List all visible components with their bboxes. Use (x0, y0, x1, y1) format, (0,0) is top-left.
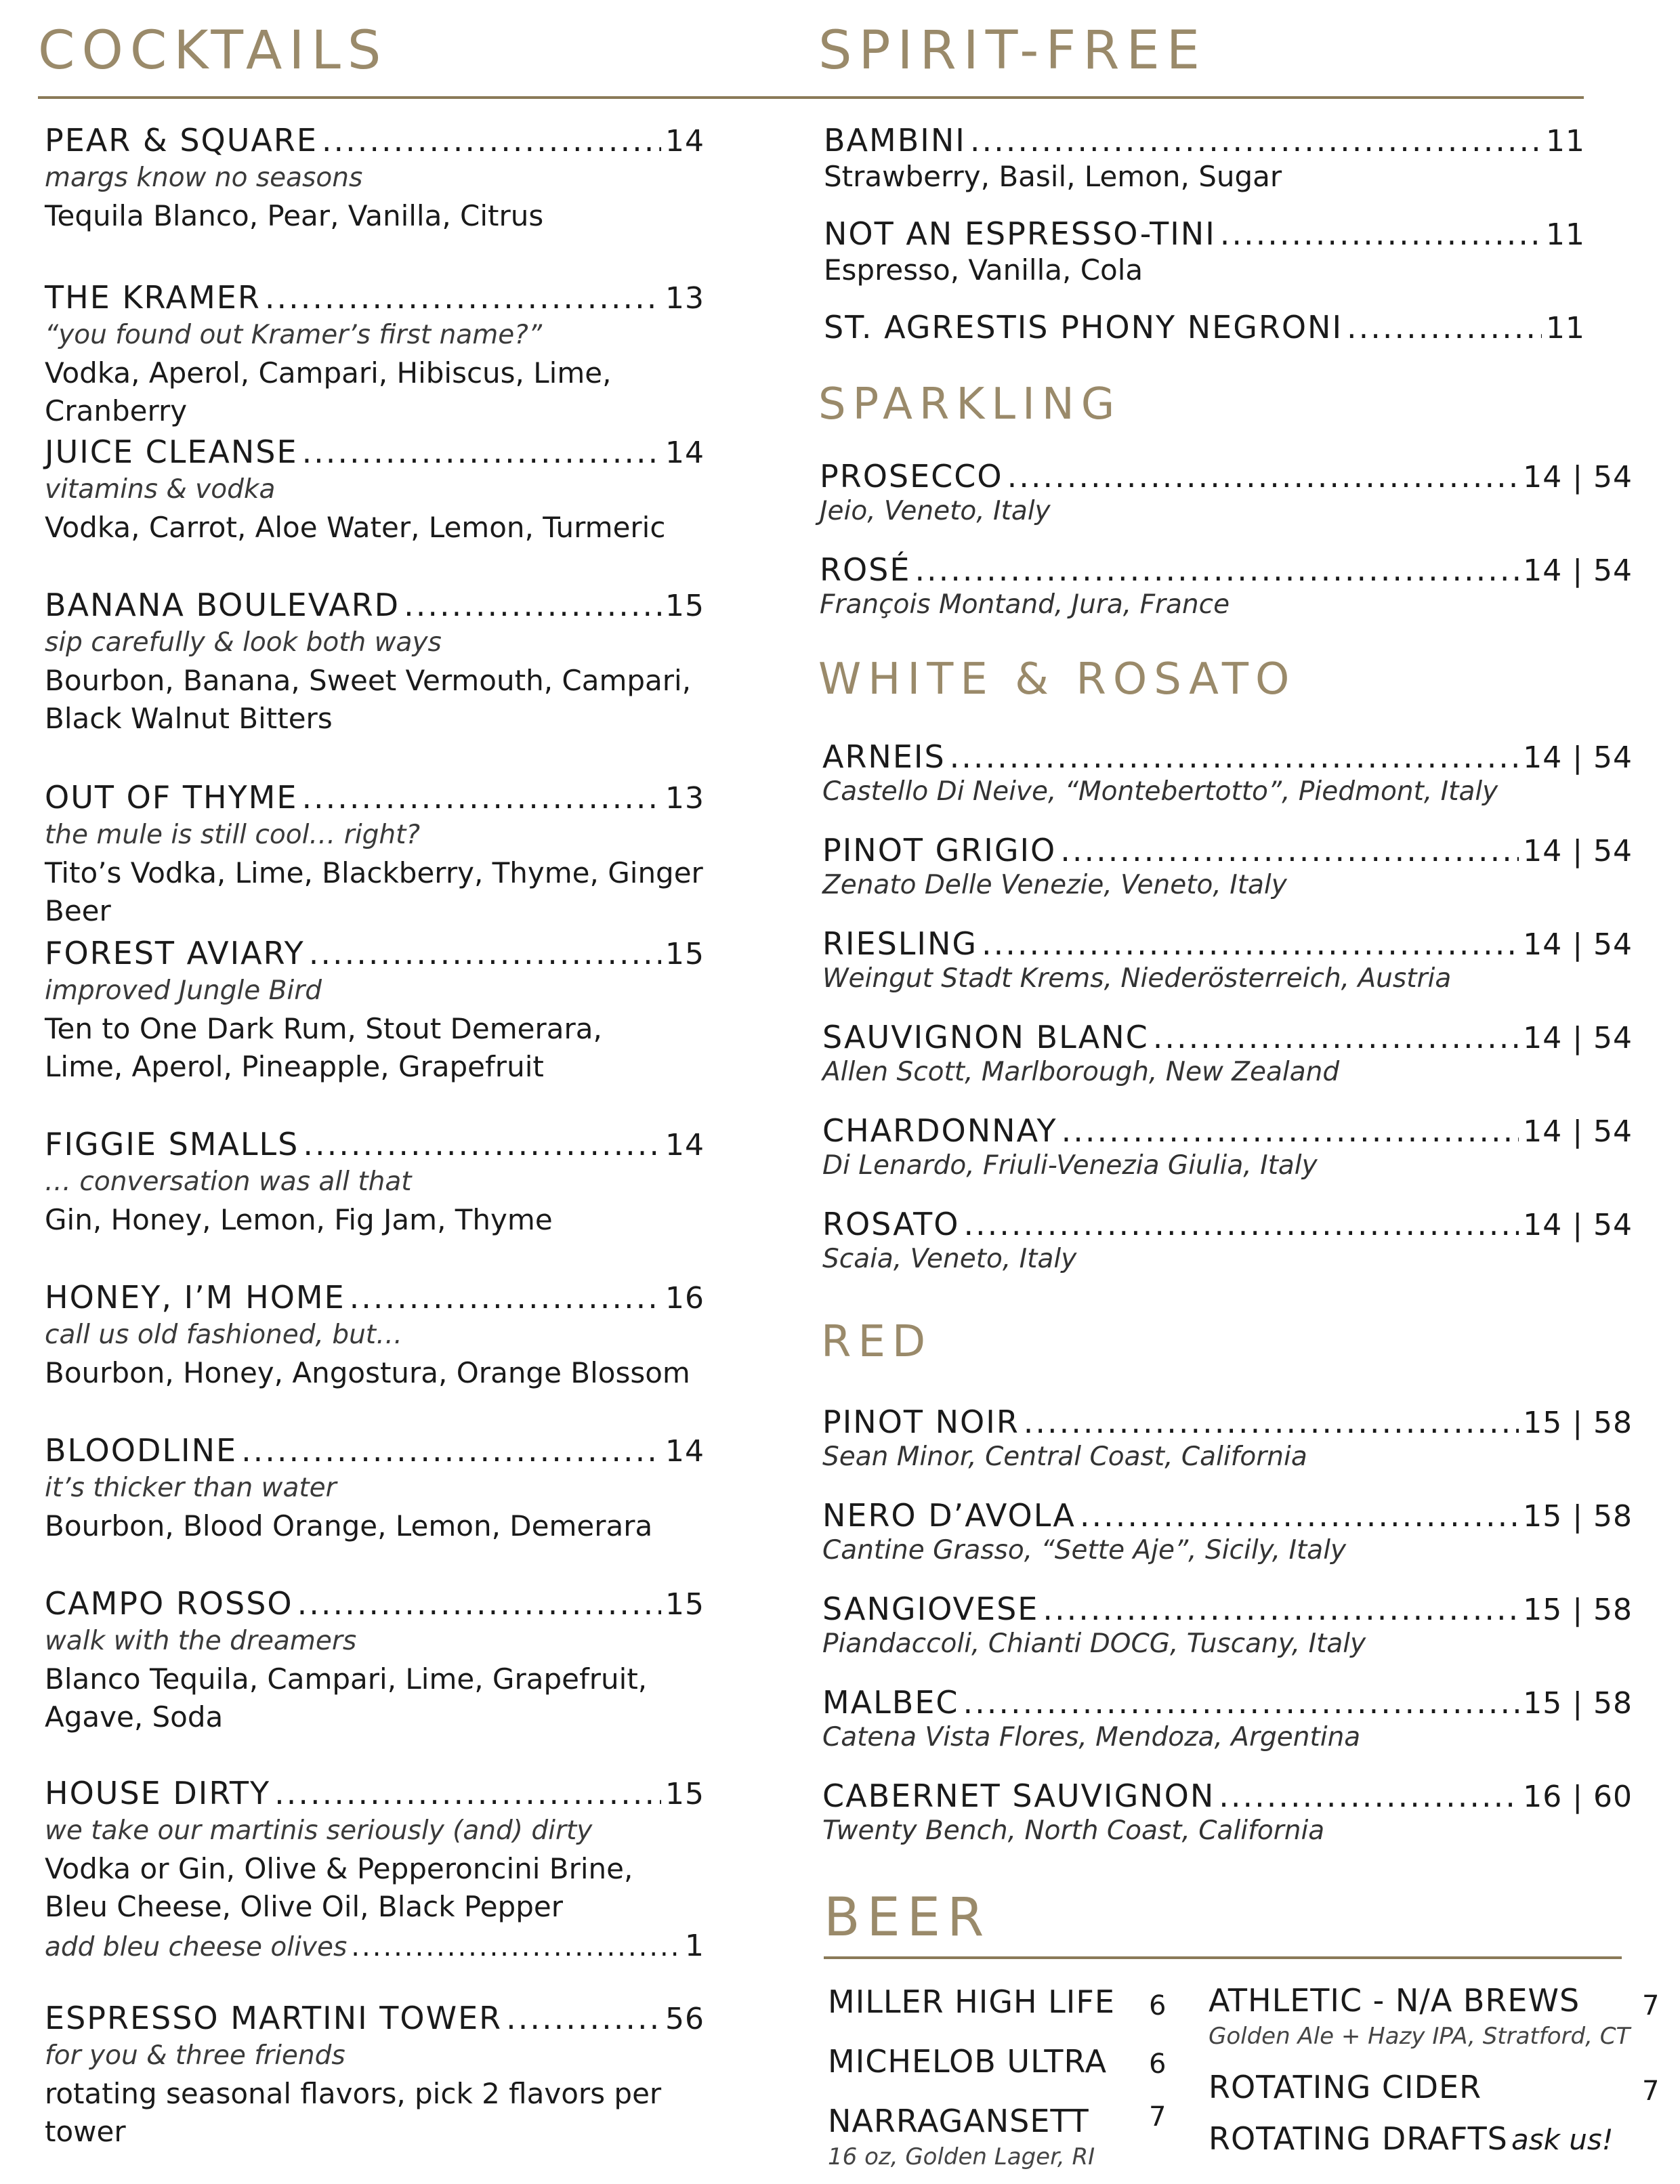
dot-leader (274, 1775, 661, 1811)
item-name: FOREST AVIARY (45, 935, 305, 971)
item-tagline: “you found out Kramer’s first name?” (45, 320, 543, 350)
item-name: ROSÉ (820, 551, 911, 588)
item-detail: Cantine Grasso, “Sette Aje”, Sicily, Italy (822, 1535, 1347, 1566)
cocktail-item-the-kramer (45, 279, 705, 430)
beer-item-narragansett (828, 2103, 1095, 2170)
item-price: 11 (1546, 217, 1585, 252)
beer-item-rotating-cider (1209, 2069, 1482, 2105)
item-price: 14 | 54 (1523, 553, 1633, 588)
cocktail-item-pear-square (45, 122, 705, 235)
item-price: 15 | 58 (1523, 1686, 1633, 1721)
item-detail: François Montand, Jura, France (820, 589, 1230, 620)
item-name: PINOT GRIGIO (822, 832, 1057, 868)
addon-label: add bleu cheese olives (45, 1932, 348, 1962)
cocktail-item-figgie-smalls (45, 1126, 705, 1239)
dot-leader (309, 935, 661, 971)
item-name: THE KRAMER (45, 279, 261, 316)
item-price: 15 (665, 937, 705, 971)
item-tagline: for you & three friends (45, 2040, 345, 2071)
item-ingredients: Vodka or Gin, Olive & Pepperoncini Brine, Bleu Cheese, Olive Oil, Black Pepper (45, 1852, 633, 1923)
item-detail: ask us! (1511, 2123, 1614, 2156)
item-price: 14 | 54 (1523, 460, 1633, 495)
item-name: PINOT NOIR (822, 1404, 1020, 1440)
sparkling-item-rose (820, 551, 1633, 620)
dot-leader (350, 1279, 661, 1316)
item-tagline: walk with the dreamers (45, 1626, 357, 1656)
beer-divider (824, 1956, 1622, 1959)
item-name: ROTATING CIDER (1209, 2069, 1482, 2105)
item-name: BAMBINI (824, 122, 966, 159)
dot-leader (302, 434, 661, 470)
item-name: ROSATO (822, 1206, 960, 1242)
red-item-sangiovese (822, 1591, 1633, 1659)
beer-price-michelob: 6 (1149, 2049, 1167, 2080)
white-item-sauvignon-blanc (822, 1019, 1633, 1087)
dot-leader (963, 1684, 1519, 1721)
item-price: 14 | 54 (1523, 834, 1633, 868)
dot-leader (303, 1126, 661, 1162)
item-ingredients: Blanco Tequila, Campari, Lime, Grapefruit, Agave, Soda (45, 1662, 648, 1734)
item-tagline: we take our martinis seriously (and) dirty (45, 1815, 593, 1846)
item-price: 13 (665, 281, 705, 316)
item-tagline: … conversation was all that (45, 1167, 412, 1197)
dot-leader (351, 1931, 681, 1962)
item-detail: Castello Di Neive, “Montebertotto”, Piedmont, Italy (822, 776, 1498, 807)
item-price: 13 (665, 781, 705, 816)
red-item-nero-davola (822, 1497, 1633, 1566)
item-price: 15 (665, 1587, 705, 1622)
dot-leader (1024, 1404, 1519, 1440)
beer-heading: BEER (824, 1887, 991, 1948)
cocktail-item-juice-cleanse (45, 434, 705, 547)
item-name: BLOODLINE (45, 1432, 238, 1469)
item-ingredients: Bourbon, Banana, Sweet Vermouth, Campari, Black Walnut Bitters (45, 664, 692, 735)
item-name: CHARDONNAY (822, 1112, 1057, 1149)
item-name: RIESLING (822, 925, 978, 962)
item-name: PEAR & SQUARE (45, 122, 318, 159)
item-detail: Sean Minor, Central Coast, California (822, 1442, 1307, 1472)
item-name: SAUVIGNON BLANC (822, 1019, 1149, 1055)
item-name: ROTATING DRAFTS (1209, 2120, 1508, 2157)
white-rosato-heading: WHITE & ROSATO (818, 654, 1297, 705)
item-price: 11 (1546, 124, 1585, 159)
beer-price-athletic: 7 (1642, 1990, 1660, 2021)
dot-leader (915, 551, 1519, 588)
item-ingredients: Bourbon, Honey, Angostura, Orange Blossom (45, 1356, 690, 1389)
red-item-malbec (822, 1684, 1633, 1752)
dot-leader (963, 1206, 1519, 1242)
item-ingredients: Gin, Honey, Lemon, Fig Jam, Thyme (45, 1203, 553, 1236)
item-name: MILLER HIGH LIFE (828, 1983, 1115, 2020)
red-item-pinot-noir (822, 1404, 1633, 1472)
item-name: ST. AGRESTIS PHONY NEGRONI (824, 309, 1343, 345)
item-name: ESPRESSO MARTINI TOWER (45, 2000, 503, 2036)
dot-leader (1060, 832, 1519, 868)
item-tagline: sip carefully & look both ways (45, 627, 442, 658)
cocktail-item-bloodline (45, 1432, 705, 1545)
item-name: HONEY, I’M HOME (45, 1279, 345, 1316)
item-price: 14 (665, 124, 705, 159)
dot-leader (404, 587, 661, 623)
item-price: 16 | 60 (1523, 1780, 1633, 1814)
item-tagline: margs know no seasons (45, 163, 363, 193)
item-name: ATHLETIC - N/A BREWS (1209, 1982, 1580, 2019)
cocktail-item-espresso-martini-tower (45, 2000, 705, 2151)
spirit-free-item-phony-negroni (824, 309, 1585, 345)
item-detail: Piandaccoli, Chianti DOCG, Tuscany, Italy (822, 1629, 1366, 1659)
item-ingredients: Tequila Blanco, Pear, Vanilla, Citrus (45, 199, 544, 232)
cocktail-item-honey-im-home (45, 1279, 705, 1392)
item-price: 14 | 54 (1523, 740, 1633, 775)
beer-price-narragansett: 7 (1149, 2101, 1167, 2133)
beer-price-miller: 6 (1149, 1990, 1167, 2021)
white-item-rosato (822, 1206, 1633, 1274)
dot-leader (1347, 309, 1542, 345)
item-detail: Espresso, Vanilla, Cola (824, 253, 1143, 287)
dot-leader (1080, 1497, 1519, 1534)
item-name: HOUSE DIRTY (45, 1775, 271, 1811)
item-tagline: the mule is still cool… right? (45, 820, 421, 850)
beer-item-rotating-drafts (1209, 2120, 1614, 2157)
item-name: ARNEIS (822, 738, 946, 775)
item-name: FIGGIE SMALLS (45, 1126, 299, 1162)
item-ingredients: Tito’s Vodka, Lime, Blackberry, Thyme, Ginger Beer (45, 856, 703, 927)
item-ingredients: Vodka, Carrot, Aloe Water, Lemon, Turmeric (45, 511, 666, 544)
beer-item-miller-high-life (828, 1983, 1115, 2020)
addon-price: 1 (685, 1929, 705, 1963)
cocktail-item-campo-rosso (45, 1585, 705, 1736)
item-detail: Weingut Stadt Krems, Niederösterreich, Austria (822, 963, 1452, 994)
item-price: 14 (665, 1434, 705, 1469)
cocktails-heading: COCKTAILS (38, 20, 388, 81)
item-name: OUT OF THYME (45, 779, 298, 816)
item-detail: Strawberry, Basil, Lemon, Sugar (824, 160, 1282, 193)
dot-leader (297, 1585, 661, 1622)
item-detail: Di Lenardo, Friuli-Venezia Giulia, Italy (822, 1150, 1318, 1181)
item-detail: Zenato Delle Venezie, Veneto, Italy (822, 870, 1287, 900)
item-detail: 16 oz, Golden Lager, RI (828, 2143, 1095, 2170)
red-heading: RED (821, 1317, 933, 1367)
dot-leader (982, 925, 1519, 962)
item-detail: Jeio, Veneto, Italy (820, 496, 1051, 526)
dot-leader (1153, 1019, 1519, 1055)
beer-price-cider: 7 (1642, 2076, 1660, 2107)
item-ingredients: Vodka, Aperol, Campari, Hibiscus, Lime, Cranberry (45, 356, 612, 427)
cocktail-item-out-of-thyme (45, 779, 705, 930)
dot-leader (301, 779, 661, 816)
dot-leader (1043, 1591, 1519, 1627)
item-name: NERO D’AVOLA (822, 1497, 1076, 1534)
item-price: 11 (1546, 311, 1585, 345)
item-ingredients: Bourbon, Blood Orange, Lemon, Demerara (45, 1509, 653, 1542)
item-tagline: call us old fashioned, but… (45, 1320, 403, 1350)
item-price: 16 (665, 1281, 705, 1316)
item-price: 14 | 54 (1523, 1208, 1633, 1242)
item-price: 15 | 58 (1523, 1499, 1633, 1534)
item-ingredients: rotating seasonal flavors, pick 2 flavors per tower (45, 2077, 662, 2148)
spirit-free-heading: SPIRIT-FREE (818, 20, 1207, 81)
item-tagline: it’s thicker than water (45, 1473, 337, 1503)
cocktail-item-banana-boulevard (45, 587, 705, 738)
beer-item-athletic (1209, 1982, 1630, 2050)
dot-leader (1220, 215, 1542, 252)
white-item-pinot-grigio (822, 832, 1633, 900)
item-name: MICHELOB ULTRA (828, 2043, 1108, 2080)
item-price: 14 (665, 436, 705, 470)
dot-leader (241, 1432, 661, 1469)
item-price: 15 (665, 1777, 705, 1811)
item-price: 15 | 58 (1523, 1593, 1633, 1627)
item-price: 56 (665, 2002, 705, 2036)
dot-leader (1062, 1112, 1519, 1149)
dot-leader (970, 122, 1542, 159)
dot-leader (950, 738, 1519, 775)
cocktail-item-house-dirty (45, 1775, 705, 1963)
item-price: 14 | 54 (1523, 1021, 1633, 1055)
red-item-cabernet-sauvignon (822, 1778, 1633, 1846)
white-item-chardonnay (822, 1112, 1633, 1181)
item-name: CAMPO ROSSO (45, 1585, 293, 1622)
item-name: CABERNET SAUVIGNON (822, 1778, 1215, 1814)
item-price: 15 (665, 589, 705, 623)
item-tagline: improved Jungle Bird (45, 975, 322, 1006)
dot-leader (265, 279, 661, 316)
item-price: 14 | 54 (1523, 927, 1633, 962)
spirit-free-item-not-an-espresso-tini (824, 215, 1585, 287)
item-ingredients: Ten to One Dark Rum, Stout Demerara, Lime, Aperol, Pineapple, Grapefruit (45, 1012, 602, 1083)
item-name: JUICE CLEANSE (45, 434, 298, 470)
item-detail: Twenty Bench, North Coast, California (822, 1815, 1325, 1846)
spirit-free-item-bambini (824, 122, 1585, 193)
dot-leader (1007, 458, 1519, 495)
item-price: 15 | 58 (1523, 1406, 1633, 1440)
item-name: PROSECCO (820, 458, 1003, 495)
item-name: SANGIOVESE (822, 1591, 1039, 1627)
white-item-arneis (822, 738, 1633, 807)
sparkling-heading: SPARKLING (818, 379, 1122, 429)
white-item-riesling (822, 925, 1633, 994)
item-detail: Allen Scott, Marlborough, New Zealand (822, 1057, 1340, 1087)
dot-leader (322, 122, 661, 159)
sparkling-item-prosecco (820, 458, 1633, 526)
item-name: NARRAGANSETT (828, 2103, 1089, 2139)
dot-leader (1219, 1778, 1519, 1814)
item-detail: Golden Ale + Hazy IPA, Stratford, CT (1209, 2023, 1631, 2050)
dot-leader (506, 2000, 661, 2036)
item-price: 14 | 54 (1523, 1114, 1633, 1149)
item-price: 14 (665, 1128, 705, 1162)
item-name: MALBEC (822, 1684, 959, 1721)
addon-row (45, 1929, 705, 1963)
item-tagline: vitamins & vodka (45, 474, 276, 505)
top-divider (38, 96, 1584, 99)
item-detail: Catena Vista Flores, Mendoza, Argentina (822, 1722, 1361, 1752)
item-name: BANANA BOULEVARD (45, 587, 400, 623)
cocktail-item-forest-aviary (45, 935, 705, 1086)
beer-item-michelob-ultra (828, 2043, 1107, 2080)
item-detail: Scaia, Veneto, Italy (822, 1244, 1077, 1274)
item-name: NOT AN ESPRESSO-TINI (824, 215, 1216, 252)
